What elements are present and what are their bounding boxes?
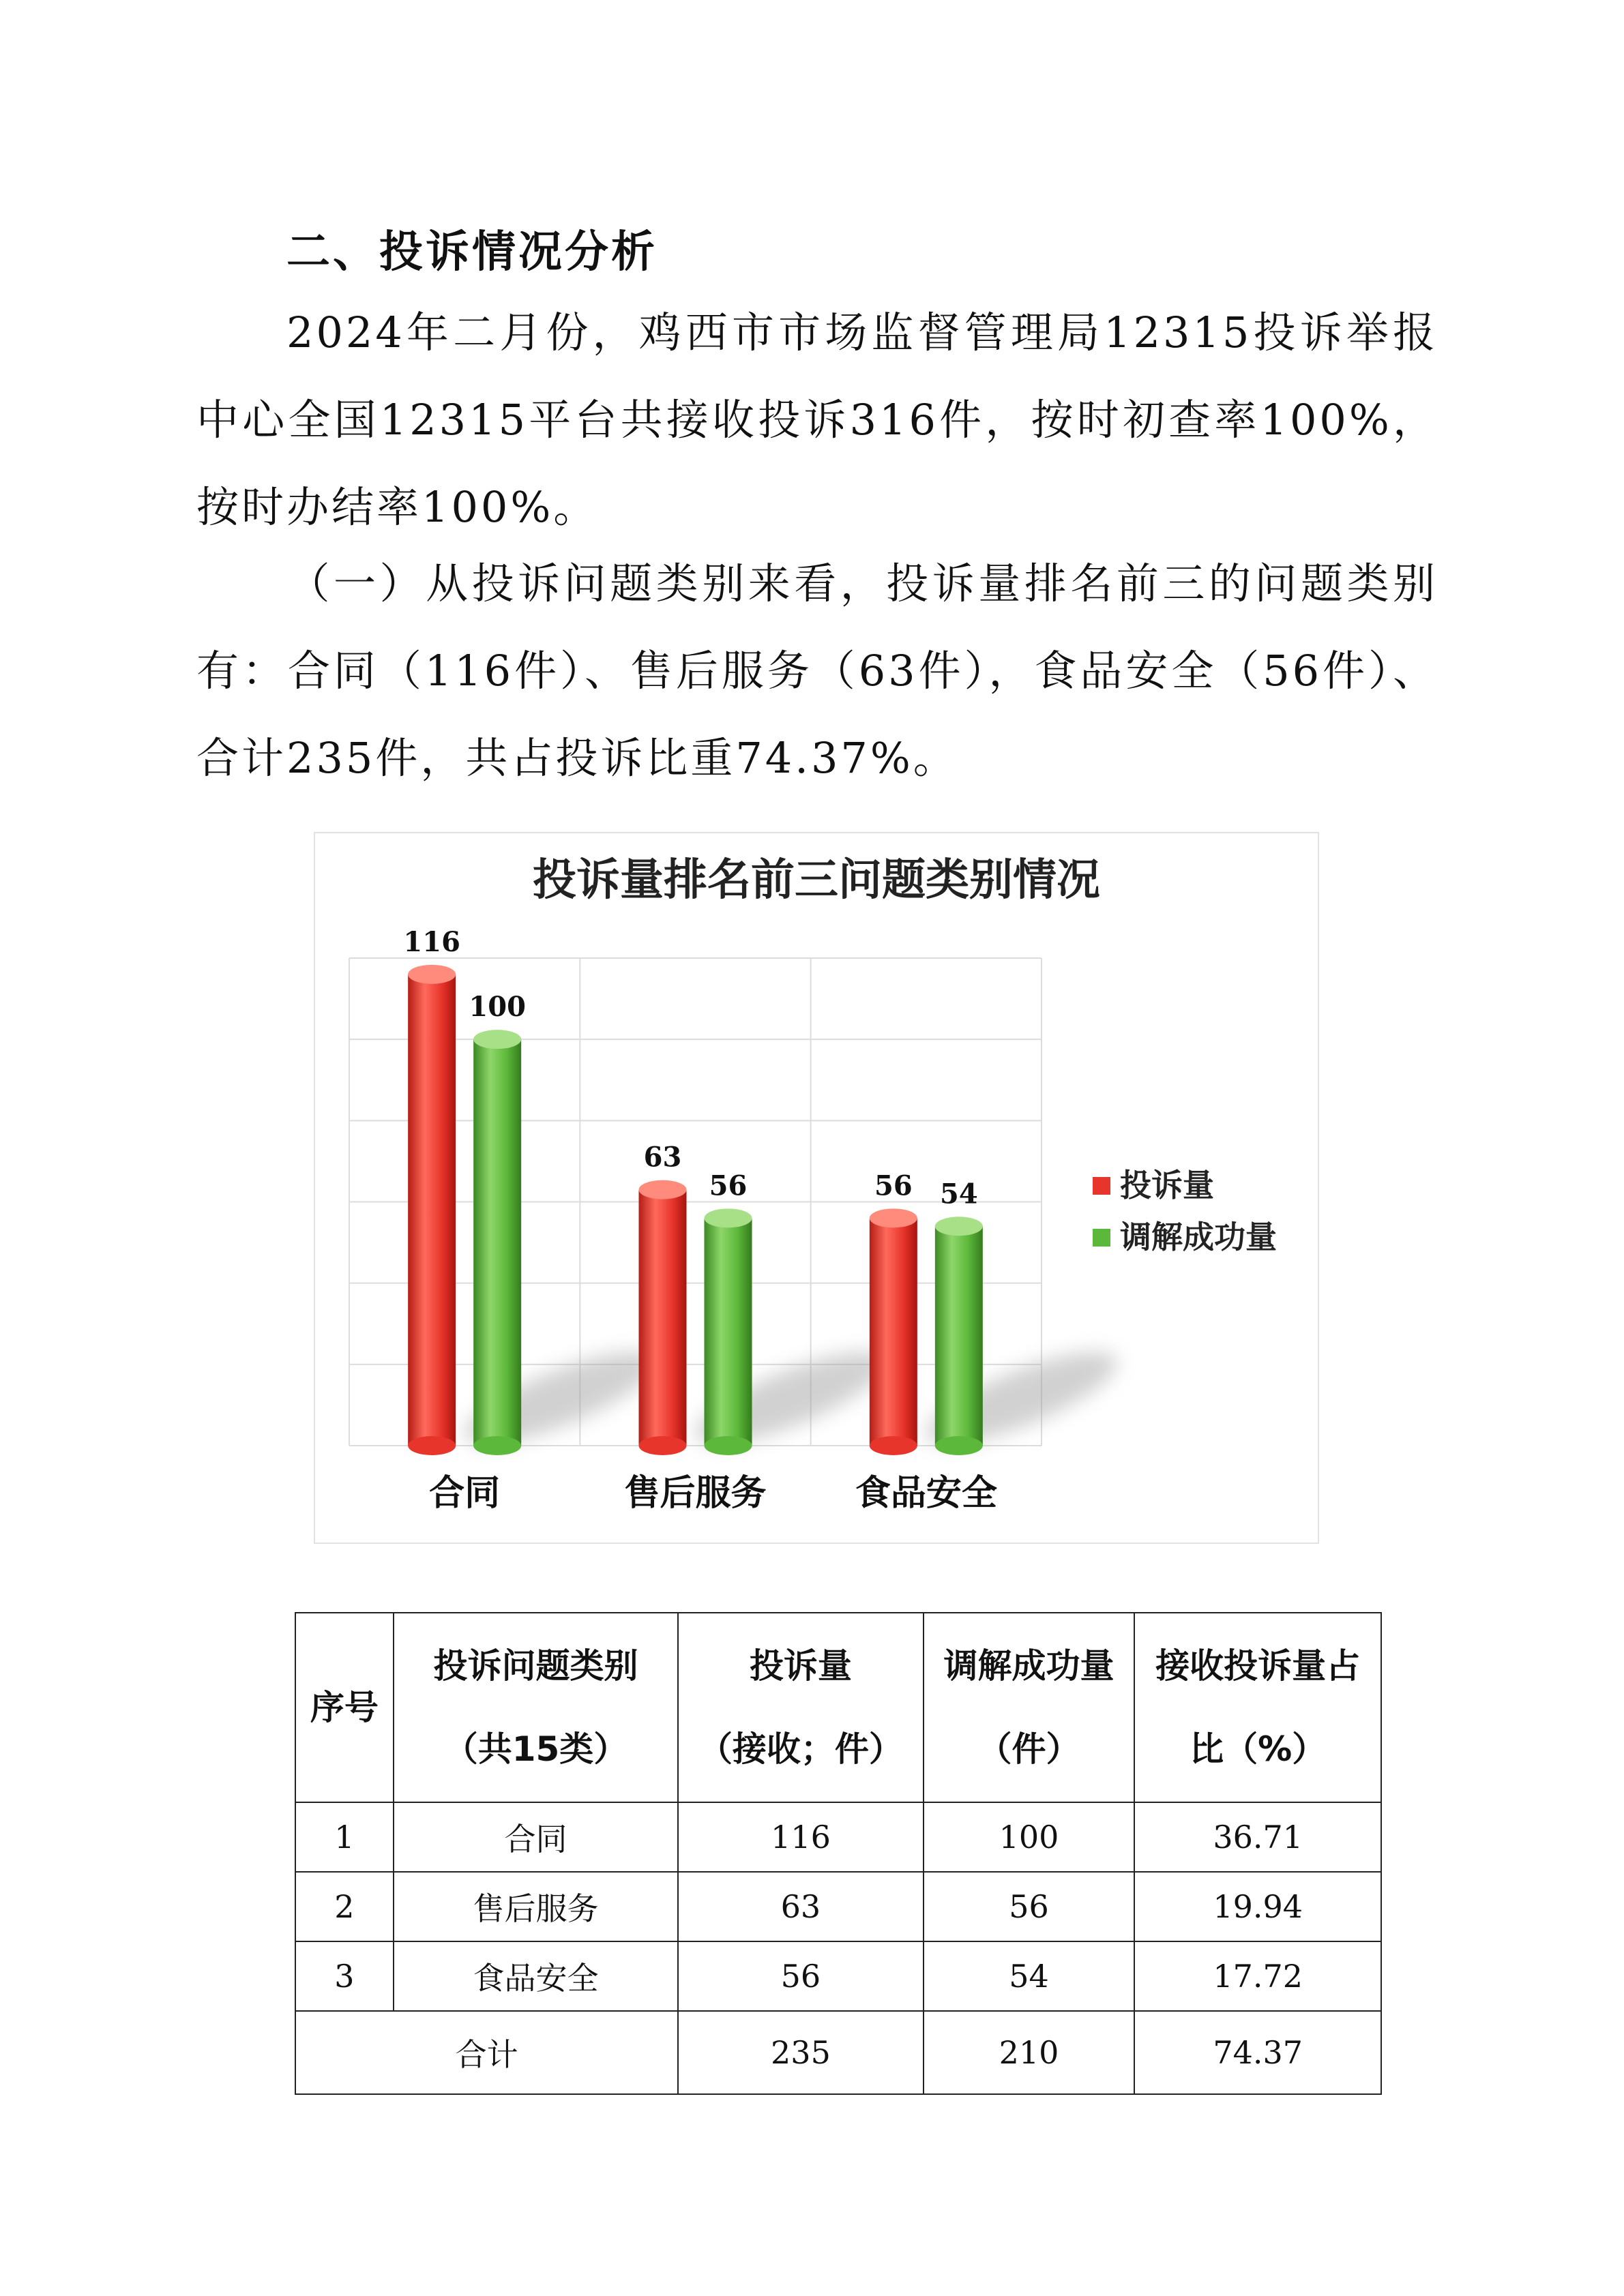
paragraph-top-categories-text: （一）从投诉问题类别来看，投诉量排名前三的问题类别有：合同（116件）、售后服务（63件），食品安全（56件）、合计235件，共占投诉比重74.37%。 [196, 558, 1438, 783]
data-label: 116 [403, 925, 460, 958]
cell-total-resolved: 210 [924, 2011, 1135, 2094]
table-header-row [295, 1613, 1381, 1802]
cell-resolved: 100 [924, 1802, 1135, 1872]
bar-complaints [870, 1218, 917, 1446]
data-label: 54 [939, 1178, 978, 1210]
header-received-line2: （接收；件） [698, 1729, 903, 1769]
bar-top [705, 1208, 752, 1227]
bar-base [870, 1436, 917, 1455]
header-category [394, 1613, 678, 1802]
cell-no: 3 [295, 1941, 394, 2011]
paragraph-summary [196, 289, 1438, 551]
header-no-label: 序号 [310, 1688, 379, 1727]
table-row [295, 1802, 1381, 1872]
cell-total-ratio: 74.37 [1134, 2011, 1381, 2094]
cell-received: 56 [678, 1941, 924, 2011]
header-ratio-line1: 接收投诉量占 [1155, 1646, 1361, 1686]
legend-swatch [1093, 1177, 1110, 1195]
legend-label: 调解成功量 [1120, 1219, 1277, 1255]
cell-no: 2 [295, 1872, 394, 1941]
bar-top [408, 965, 456, 984]
table-row [295, 1872, 1381, 1941]
bar-resolved [473, 1039, 521, 1446]
cell-category: 售后服务 [394, 1872, 678, 1941]
table-row [295, 1941, 1381, 2011]
category-label: 合同 [429, 1472, 501, 1514]
paragraph-top-categories [196, 540, 1438, 802]
table-total-row [295, 2011, 1381, 2094]
header-ratio [1134, 1613, 1381, 1802]
bar-base [473, 1436, 521, 1455]
chart-canvas [315, 833, 1318, 1542]
header-category-line1: 投诉问题类别 [433, 1646, 638, 1686]
bar-top [870, 1208, 917, 1227]
bar-resolved [705, 1218, 752, 1446]
legend-label: 投诉量 [1120, 1167, 1214, 1204]
data-label: 56 [874, 1169, 913, 1202]
bar-resolved [935, 1226, 983, 1446]
bar-base [705, 1436, 752, 1455]
cell-resolved: 56 [924, 1872, 1135, 1941]
bar-complaints [639, 1190, 687, 1446]
data-label: 56 [709, 1169, 748, 1202]
bar-top [639, 1180, 687, 1199]
cell-ratio: 19.94 [1134, 1872, 1381, 1941]
header-no [295, 1613, 394, 1802]
bar-complaints [408, 974, 456, 1446]
category-label: 售后服务 [624, 1472, 767, 1514]
paragraph-summary-text: 2024年二月份，鸡西市市场监督管理局12315投诉举报中心全国12315平台共接收投诉316件，按时初查率100%，按时办结率100%。 [196, 308, 1438, 532]
cell-received: 116 [678, 1802, 924, 1872]
complaint-chart [314, 832, 1319, 1544]
data-label: 63 [643, 1141, 682, 1174]
cell-total-received: 235 [678, 2011, 924, 2094]
cell-category: 合同 [394, 1802, 678, 1872]
header-resolved [924, 1613, 1135, 1802]
header-category-line2: （共15类） [443, 1729, 628, 1769]
legend-swatch [1093, 1229, 1110, 1247]
section-heading: 二、投诉情况分析 [286, 227, 658, 278]
header-resolved-line1: 调解成功量 [943, 1646, 1114, 1686]
cell-ratio: 17.72 [1134, 1941, 1381, 2011]
chart-title: 投诉量排名前三问题类别情况 [533, 854, 1100, 906]
cell-resolved: 54 [924, 1941, 1135, 2011]
cell-ratio: 36.71 [1134, 1802, 1381, 1872]
data-label: 100 [469, 991, 526, 1024]
bar-top [935, 1217, 983, 1236]
cell-received: 63 [678, 1872, 924, 1941]
header-resolved-line2: （件） [977, 1729, 1080, 1769]
category-label: 食品安全 [855, 1472, 997, 1514]
cell-category: 食品安全 [394, 1941, 678, 2011]
bar-base [408, 1436, 456, 1455]
header-received [678, 1613, 924, 1802]
bar-base [639, 1436, 687, 1455]
header-ratio-line2: 比（%） [1190, 1729, 1327, 1769]
complaint-table [295, 1612, 1382, 2095]
cell-no: 1 [295, 1802, 394, 1872]
bar-top [473, 1030, 521, 1049]
cell-total-label: 合计 [295, 2011, 678, 2094]
bar-base [935, 1436, 983, 1455]
header-received-line1: 投诉量 [749, 1646, 852, 1686]
